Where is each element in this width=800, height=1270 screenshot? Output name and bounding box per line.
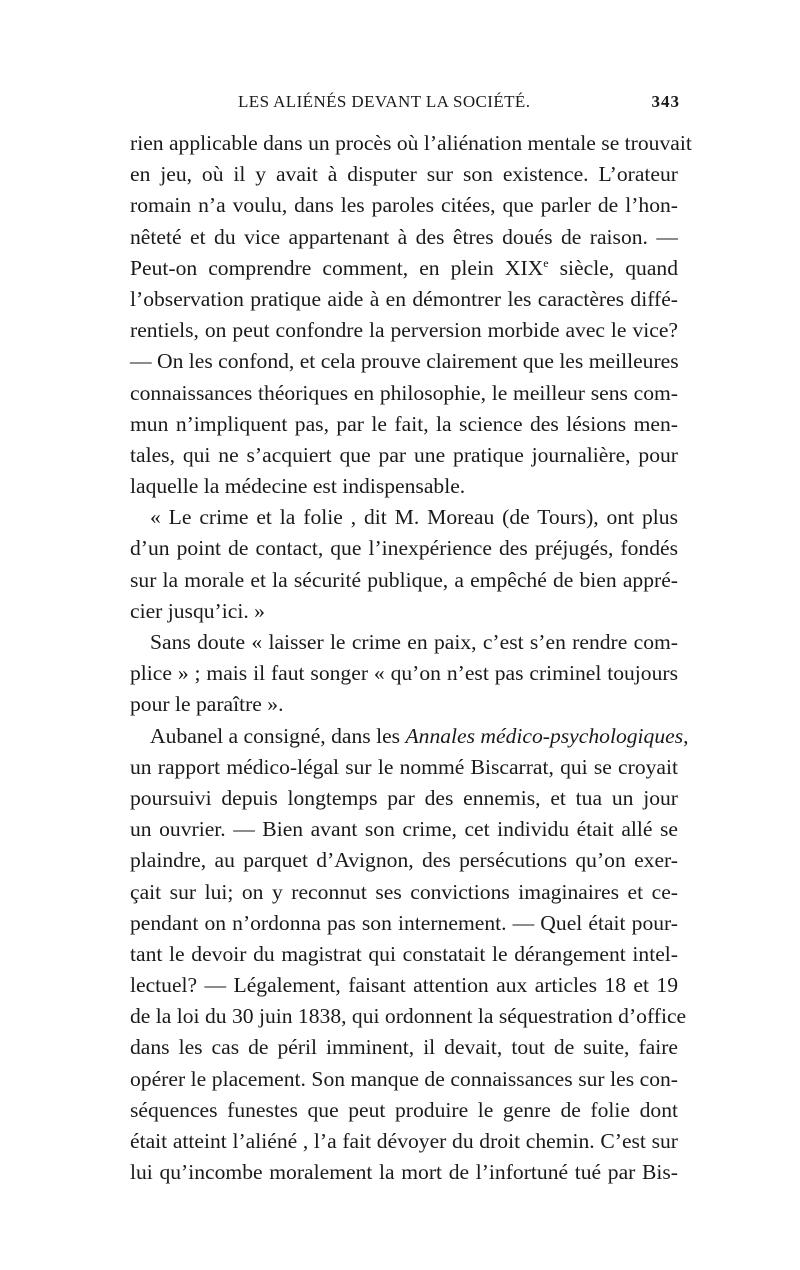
text-line: çait sur lui; on y reconnut ses convictions imaginaires et ce- bbox=[130, 879, 678, 904]
text-line: plice » ; mais il faut songer « qu’on n’est pas criminel toujours bbox=[130, 661, 678, 686]
text-line: de la loi du 30 juin 1838, qui ordonnent la séquestration d’office bbox=[130, 1004, 687, 1029]
text-line: l’observation pratique aide à en démontrer les caractères diffé- bbox=[130, 286, 678, 311]
text-line: lectuel? — Légalement, faisant attention aux articles 18 et 19 bbox=[130, 973, 678, 998]
text-line: « Le crime et la folie , dit M. Moreau (de Tours), ont plus bbox=[150, 505, 678, 530]
text-line: sur la morale et la sécurité publique, a empêché de bien appré- bbox=[130, 567, 678, 592]
running-title: LES ALIÉNÉS DEVANT LA SOCIÉTÉ. bbox=[238, 92, 531, 111]
text-line: tales, qui ne s’acquiert que par une pratique journalière, pour bbox=[130, 442, 678, 467]
text-line: tant le devoir du magistrat qui constatait le dérangement intel- bbox=[130, 941, 678, 966]
text-line: en jeu, où il y avait à disputer sur son existence. L’orateur bbox=[130, 162, 678, 187]
text-line-start: Peut-on comprendre comment, en plein XIX bbox=[130, 255, 544, 280]
text-line: cier jusqu’ici. » bbox=[130, 598, 265, 623]
text-line: rien applicable dans un procès où l’aliénation mentale se trouvait bbox=[130, 131, 692, 155]
text-line bbox=[130, 253, 678, 284]
page-number: 343 bbox=[651, 92, 680, 111]
text-line: nêteté et du vice appartenant à des êtres doués de raison. — bbox=[130, 224, 678, 249]
text-line: romain n’a voulu, dans les paroles citées, que parler de l’hon- bbox=[130, 193, 678, 218]
text-line: un ouvrier. — Bien avant son crime, cet individu était allé se bbox=[130, 817, 678, 842]
text-line: dans les cas de péril imminent, il devait, tout de suite, faire bbox=[130, 1035, 678, 1060]
text-line: — On les confond, et cela prouve clairement que les meilleures bbox=[130, 349, 679, 374]
text-line: plaindre, au parquet d’Avignon, des persécutions qu’on exer- bbox=[130, 848, 678, 873]
text-line-end: , bbox=[683, 723, 689, 748]
text-line: d’un point de contact, que l’inexpérience des préjugés, fondés bbox=[130, 536, 678, 561]
text-line: mun n’impliquent pas, par le fait, la science des lésions men- bbox=[130, 411, 678, 436]
text-line: pour le paraître ». bbox=[130, 692, 284, 717]
text-line bbox=[130, 721, 689, 752]
text-line: rentiels, on peut confondre la perversion morbide avec le vice? bbox=[130, 318, 678, 343]
text-line: était atteint l’aliéné , l’a fait dévoyer du droit chemin. C’est sur bbox=[130, 1129, 678, 1153]
text-line: lui qu’incombe moralement la mort de l’infortuné tué par Bis- bbox=[130, 1160, 678, 1185]
running-head bbox=[130, 92, 680, 120]
century-superscript: e bbox=[543, 255, 549, 270]
text-line: laquelle la médecine est indispensable. bbox=[130, 474, 466, 499]
text-line: Sans doute « laisser le crime en paix, c’est s’en rendre com- bbox=[150, 630, 678, 654]
text-line: opérer le placement. Son manque de connaissances sur les con- bbox=[130, 1066, 678, 1091]
text-line: connaissances théoriques en philosophie, le meilleur sens com- bbox=[130, 380, 678, 405]
text-line: séquences funestes que peut produire le genre de folie dont bbox=[130, 1097, 678, 1122]
text-line: poursuivi depuis longtemps par des ennemis, et tua un jour bbox=[130, 785, 678, 810]
text-line: pendant on n’ordonna pas son internement. — Quel était pour- bbox=[130, 910, 678, 935]
journal-title: Annales médico-psychologiques bbox=[405, 723, 684, 748]
body-text bbox=[130, 128, 692, 1188]
text-line-end: siècle, quand bbox=[548, 255, 679, 280]
text-line: un rapport médico-légal sur le nommé Biscarrat, qui se croyait bbox=[130, 754, 678, 779]
text-line-start: Aubanel a consigné, dans les bbox=[150, 723, 401, 748]
